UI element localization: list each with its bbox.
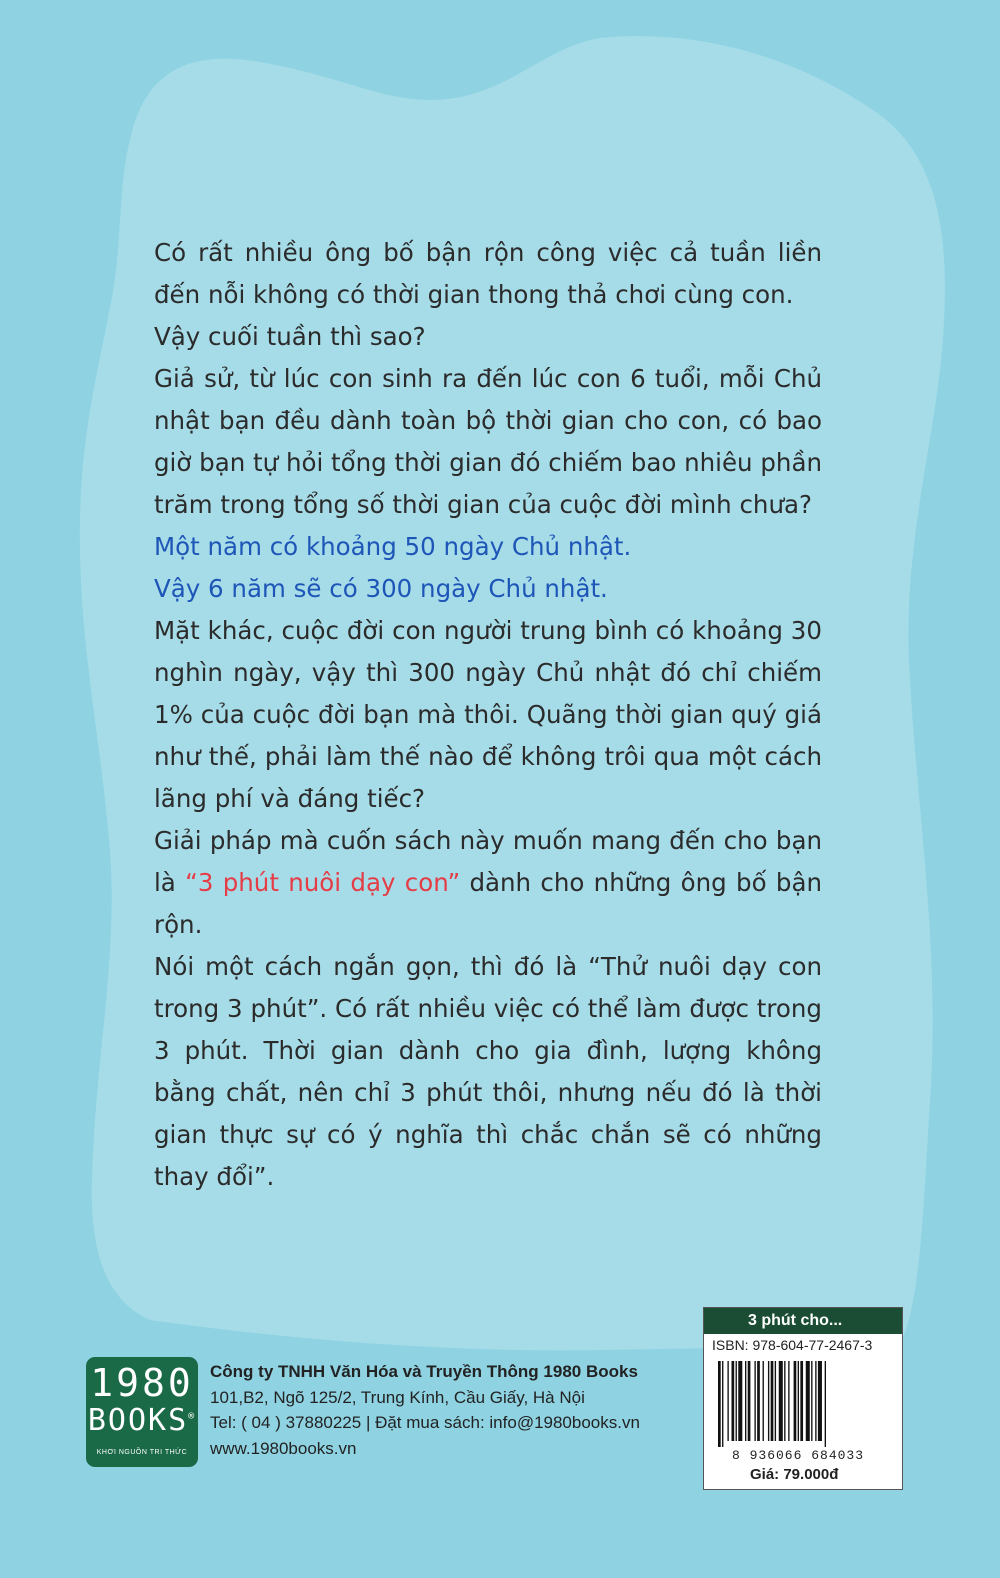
publisher-website: www.1980books.vn xyxy=(210,1438,357,1458)
paragraph-6: Nói một cách ngắn gọn, thì đó là “Thử nuôi dạy con trong 3 phút”. Có rất nhiều việc có thể làm được trong 3 phút. Thời gian dành cho gia đình, lượng không bằng chất, nên chỉ 3 phút thôi, nhưng nếu đó là thời gian thực sự có ý nghĩa thì chắc chắn sẽ có những thay đổi”. xyxy=(154,952,822,1191)
barcode-bar xyxy=(806,1361,810,1441)
barcode-digits: 8 936066 684033 xyxy=(732,1448,865,1463)
price-label: Giá: 79.000đ xyxy=(750,1466,839,1483)
barcode-bar xyxy=(745,1361,746,1441)
paragraph-5-start: Giải pháp mà cuốn sách này muốn mang đến cho bạn là xyxy=(154,826,822,897)
barcode-bar xyxy=(754,1361,755,1441)
barcode-bar xyxy=(779,1361,783,1441)
paragraph-2: Vậy cuối tuần thì sao? xyxy=(154,322,426,351)
barcode-title: 3 phút cho... xyxy=(704,1308,902,1334)
barcode-bar xyxy=(736,1361,737,1441)
publisher-contact: Tel: ( 04 ) 37880225 | Đặt mua sách: info@1980books.vn xyxy=(210,1413,640,1432)
paragraph-5 xyxy=(154,820,822,946)
paragraph-5-end: dành cho những ông bố bận rộn. xyxy=(154,868,822,939)
barcode-bars xyxy=(718,1361,890,1447)
paragraph-3: Giả sử, từ lúc con sinh ra đến lúc con 6 tuổi, mỗi Chủ nhật bạn đều dành toàn bộ thời gian cho con, có bao giờ bạn tự hỏi tổng thời gian đó chiếm bao nhiêu phần trăm trong tổng số thời gian của cuộc đời mình chưa? xyxy=(154,364,822,519)
highlight-line-2: Vậy 6 năm sẽ có 300 ngày Chủ nhật. xyxy=(154,574,608,603)
barcode-bar xyxy=(818,1361,822,1441)
logo-word: BOOKS® xyxy=(87,1403,197,1438)
barcode-bar xyxy=(748,1361,751,1441)
paragraph-4: Mặt khác, cuộc đời con người trung bình có khoảng 30 nghìn ngày, vậy thì 300 ngày Chủ nhật đó chỉ chiếm 1% của cuộc đời bạn mà thôi. Quãng thời gian quý giá như thế, phải làm thế nào để không trôi qua một cách lãng phí và đáng tiếc? xyxy=(154,616,822,813)
barcode-bar xyxy=(815,1361,816,1441)
book-title-quote: “3 phút nuôi dạy con” xyxy=(185,868,461,897)
logo-tagline: KHƠI NGUỒN TRI THỨC xyxy=(96,1449,188,1456)
barcode-bar xyxy=(784,1361,785,1441)
barcode-bar xyxy=(794,1361,797,1441)
barcode-bar xyxy=(718,1361,721,1447)
logo-number: 1980 xyxy=(90,1361,194,1405)
isbn-text: ISBN: 978-604-77-2467-3 xyxy=(712,1337,873,1353)
barcode-bar xyxy=(811,1361,812,1441)
barcode-bar xyxy=(732,1361,735,1441)
barcode-bar xyxy=(768,1361,769,1441)
barcode-label xyxy=(703,1307,903,1490)
paragraph-1: Có rất nhiều ông bố bận rộn công việc cả tuần liền đến nỗi không có thời gian thong thả chơi cùng con. xyxy=(154,238,822,309)
publisher-logo xyxy=(86,1357,198,1467)
back-cover-text xyxy=(154,232,822,1198)
barcode-bar xyxy=(727,1361,728,1441)
barcode-bar xyxy=(788,1361,789,1441)
barcode-bar xyxy=(825,1361,826,1447)
publisher-address: 101,B2, Ngõ 125/2, Trung Kính, Cầu Giấy, Hà Nội xyxy=(210,1387,585,1407)
barcode-bar xyxy=(738,1361,742,1441)
barcode-bar xyxy=(800,1361,803,1441)
barcode-bar xyxy=(757,1361,760,1441)
publisher-info xyxy=(210,1359,640,1461)
barcode-bar xyxy=(775,1361,776,1441)
publisher-company: Công ty TNHH Văn Hóa và Truyền Thông 1980 Books xyxy=(210,1362,638,1381)
barcode-bar xyxy=(771,1361,774,1441)
barcode-bar xyxy=(722,1361,723,1447)
highlight-line-1: Một năm có khoảng 50 ngày Chủ nhật. xyxy=(154,532,632,561)
publisher-block xyxy=(86,1357,686,1467)
barcode-bar xyxy=(798,1361,799,1441)
barcode-bar xyxy=(763,1361,764,1441)
